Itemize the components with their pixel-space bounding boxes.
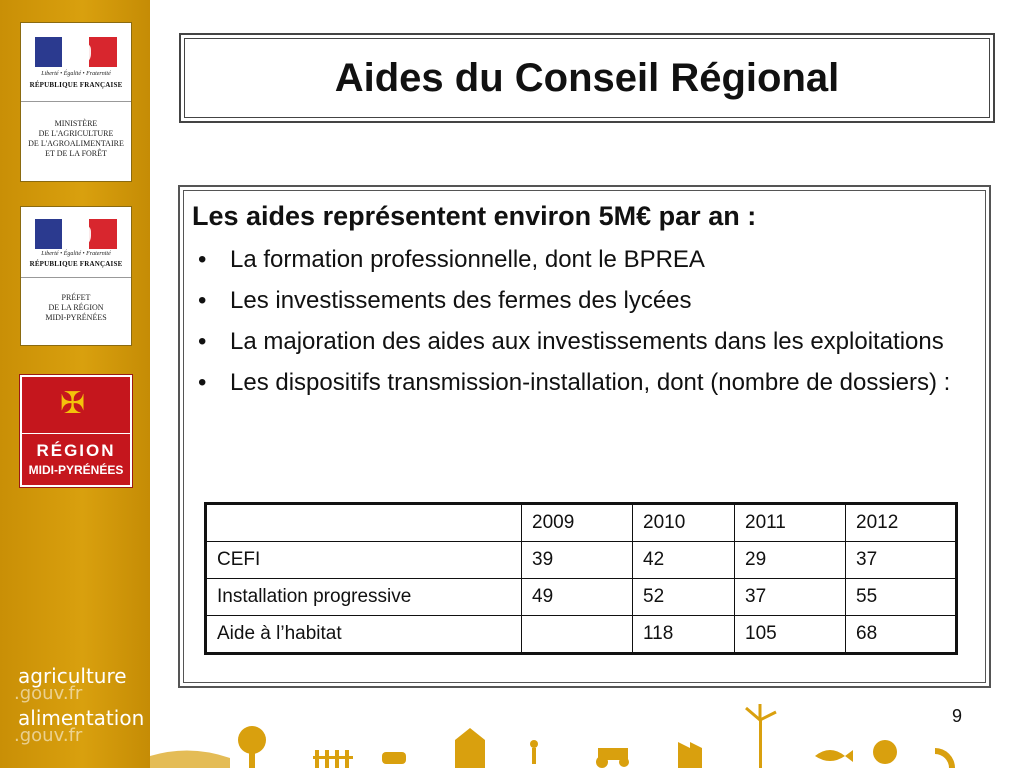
ministry-name: MINISTÈRE DE L'AGRICULTURE DE L'AGROALIMENTAIRE ET DE LA FORÊT	[28, 119, 124, 158]
content-heading: Les aides représentent environ 5M€ par an :	[192, 201, 757, 231]
footer-illustration	[150, 700, 1024, 768]
region-line1: RÉGION	[36, 441, 116, 460]
prefect-logo	[20, 206, 132, 346]
table-cell: 42	[633, 542, 735, 579]
tree-icon	[238, 726, 266, 754]
apple-icon	[873, 740, 897, 764]
region-line2: MIDI-PYRÉNÉES	[28, 463, 124, 477]
list-item: • La formation professionnelle, dont le BPREA	[192, 243, 962, 277]
rss-icon	[935, 748, 955, 768]
table-cell: 39	[522, 542, 633, 579]
bullet-list	[192, 243, 962, 407]
region-logo	[20, 375, 132, 487]
logo-republic: RÉPUBLIQUE FRANÇAISE	[29, 81, 123, 89]
table-header-2009: 2009	[522, 504, 633, 542]
sidebar	[0, 0, 150, 768]
factory-icon	[678, 742, 702, 768]
table-header-2012: 2012	[846, 504, 957, 542]
logo-republic: RÉPUBLIQUE FRANÇAISE	[29, 260, 123, 268]
table-header-2011: 2011	[735, 504, 846, 542]
page-number: 9	[951, 706, 962, 726]
brand-agriculture: agriculture	[18, 664, 127, 688]
bullet-icon: •	[198, 287, 207, 314]
bullet-icon: •	[198, 369, 207, 396]
marianne-flag-icon	[35, 219, 117, 249]
brand-domain-1: .gouv.fr	[14, 683, 83, 704]
table-cell: Aide à l’habitat	[206, 616, 522, 654]
table-cell: 29	[735, 542, 846, 579]
logo-motto: Liberté • Égalité • Fraternité	[41, 71, 111, 77]
dossiers-table	[204, 502, 958, 655]
walker-icon	[530, 740, 538, 748]
table-cell: 55	[846, 579, 957, 616]
cow-icon	[382, 752, 406, 764]
table-cell: Installation progressive	[206, 579, 522, 616]
fence-icon	[313, 750, 353, 768]
table-cell	[522, 616, 633, 654]
prefect-name: PRÉFET DE LA RÉGION MIDI-PYRÉNÉES	[45, 293, 107, 322]
table-cell: 68	[846, 616, 957, 654]
slide-title: Aides du Conseil Régional	[334, 56, 840, 100]
barn-icon	[455, 728, 485, 768]
table-header-row	[206, 504, 957, 542]
table-row	[206, 616, 957, 654]
table-cell: 118	[633, 616, 735, 654]
ministry-logo	[20, 22, 132, 182]
logo-motto: Liberté • Égalité • Fraternité	[41, 251, 111, 257]
brand-alimentation: alimentation	[18, 706, 145, 730]
title-box	[179, 33, 995, 123]
list-item: • La majoration des aides aux investissements dans les exploitations	[192, 325, 962, 359]
table-cell	[206, 504, 522, 542]
bullet-icon: •	[198, 246, 207, 273]
tractor-icon	[596, 748, 629, 768]
wind-turbine-icon	[746, 704, 776, 768]
table-cell: 37	[846, 542, 957, 579]
table-cell: 105	[735, 616, 846, 654]
table-cell: 37	[735, 579, 846, 616]
list-item: • Les investissements des fermes des lycées	[192, 284, 962, 318]
list-item: • Les dispositifs transmission-installation, dont (nombre de dossiers) :	[192, 366, 962, 400]
brand-domain-2: .gouv.fr	[14, 725, 83, 746]
table-row	[206, 542, 957, 579]
grass-icon	[150, 750, 230, 768]
table-cell: 49	[522, 579, 633, 616]
table-cell: CEFI	[206, 542, 522, 579]
marianne-flag-icon	[35, 37, 117, 67]
table-cell: 52	[633, 579, 735, 616]
table-row	[206, 579, 957, 616]
table-header-2010: 2010	[633, 504, 735, 542]
occitan-cross-icon: ✠	[60, 387, 86, 420]
fish-icon	[815, 750, 853, 762]
bullet-icon: •	[198, 328, 207, 355]
